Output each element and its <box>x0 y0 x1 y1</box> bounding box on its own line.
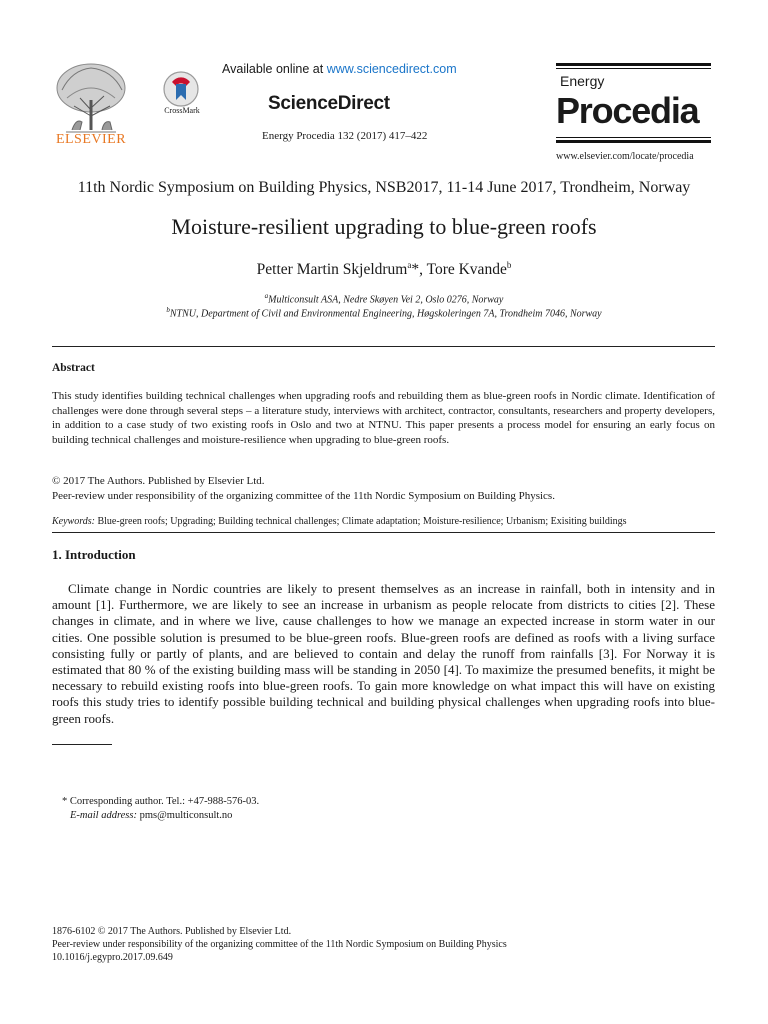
affiliation-text: Multiconsult ASA, Nedre Skøyen Vei 2, Oslo 0276, Norway <box>268 294 504 306</box>
sciencedirect-wordmark: ScienceDirect <box>268 93 390 114</box>
journal-reference: Energy Procedia 132 (2017) 417–422 <box>262 130 428 142</box>
introduction-text: Climate change in Nordic countries are likely to present themselves as an increase in rainfall, both in intensity and in amount [1]. Furthermore, we are likely to see an increase in urbanism as people relocate from districts to cities [2]. These changes in climate, and in where we live, cause challenges to how we manage an expected increase in storm water in our cities. One possible solution is presumed to be blue-green roofs. Blue-green roofs are defined as roofs with a living surface consisting fully or partly of plants, and are believed to contain and delay the runoff from rainfalls [3]. For Norway it is estimated that 80 % of the existing building mass will be standing in 2050 [4]. To maximize the presumed benefits, it might be necessary to rebuild existing roofs into blue-green roofs. To gain more knowledge on what impact this will have on existing roofs this study tries to identify possible building technical and building physical challenges when upgrading roofs into blue-green roofs. <box>52 581 715 726</box>
elsevier-wordmark: ELSEVIER <box>55 132 127 147</box>
copyright-line: © 2017 The Authors. Published by Elsevier Ltd. <box>52 475 265 487</box>
footnote-rule <box>52 744 112 745</box>
affiliation-marker: a <box>407 260 412 270</box>
footer-peer-review: Peer-review under responsibility of the organizing committee of the 11th Nordic Symposium on Building Physics <box>52 939 507 950</box>
symposium-line: 11th Nordic Symposium on Building Physics, NSB2017, 11-14 June 2017, Trondheim, Norway <box>77 179 691 196</box>
section-divider <box>52 346 715 347</box>
abstract-heading: Abstract <box>52 362 95 374</box>
keywords-list: Blue-green roofs; Upgrading; Building technical challenges; Climate adaptation; Moisture-resilience; Urbanism; Exisiting buildings <box>94 516 627 527</box>
corresponding-marker: * <box>411 261 420 279</box>
affiliation-text: NTNU, Department of Civil and Environmental Engineering, Høgskoleringen 7A, Trondheim 7046, Norway <box>169 308 602 320</box>
paper-title: Moisture-resilient upgrading to blue-green roofs <box>171 214 597 239</box>
available-prefix: Available online at <box>222 62 327 76</box>
section-divider <box>52 532 715 533</box>
crossmark-label: CrossMark <box>164 106 200 115</box>
journal-rule <box>556 68 711 69</box>
available-online <box>222 62 457 76</box>
journal-rule <box>556 63 711 66</box>
keywords-label: Keywords: <box>52 516 95 527</box>
introduction-heading: 1. Introduction <box>52 547 136 562</box>
journal-url[interactable]: www.elsevier.com/locate/procedia <box>556 151 694 162</box>
email-label: E-mail address: <box>70 810 137 821</box>
author-list <box>0 260 768 279</box>
abstract-text: This study identifies building technical challenges when upgrading roofs and rebuilding them as blue-green roofs in Nordic climate. Identification of challenges were done through several steps – a literature study, interviews with architect, contractor, consultants, researchers and property developers, in addition to a case study of two existing roofs in Oslo and two at NTNU. This paper presents a process model for ensuring an early focus on building technical challenges and moisture-resilience when upgrading to blue-green roofs. <box>52 390 715 446</box>
abstract-copyright <box>52 474 715 504</box>
journal-rule <box>556 140 711 143</box>
affiliation-marker: a <box>264 292 269 300</box>
email-note <box>70 810 232 821</box>
author-name: Petter Martin Skjeldrum <box>256 261 408 279</box>
corresponding-author-note: * Corresponding author. Tel.: +47-988-576-03. <box>62 796 260 807</box>
journal-name-top: Energy <box>560 73 605 89</box>
email-address[interactable]: pms@multiconsult.no <box>136 810 233 821</box>
journal-rule <box>556 137 711 138</box>
affiliation-marker: b <box>166 306 170 314</box>
journal-name: Procedia <box>556 90 699 131</box>
issn-line: 1876-6102 © 2017 The Authors. Published by Elsevier Ltd. <box>52 926 292 937</box>
sciencedirect-link[interactable]: www.sciencedirect.com <box>326 62 457 76</box>
affiliation-marker: b <box>506 260 512 270</box>
affiliation-a <box>0 292 768 305</box>
affiliation-b <box>0 306 768 319</box>
keywords <box>52 516 715 527</box>
doi-line[interactable]: 10.1016/j.egypro.2017.09.649 <box>52 952 173 963</box>
author-name: , Tore Kvande <box>419 261 507 279</box>
peer-review-line: Peer-review under responsibility of the organizing committee of the 11th Nordic Symposium on Building Physics. <box>52 490 555 502</box>
